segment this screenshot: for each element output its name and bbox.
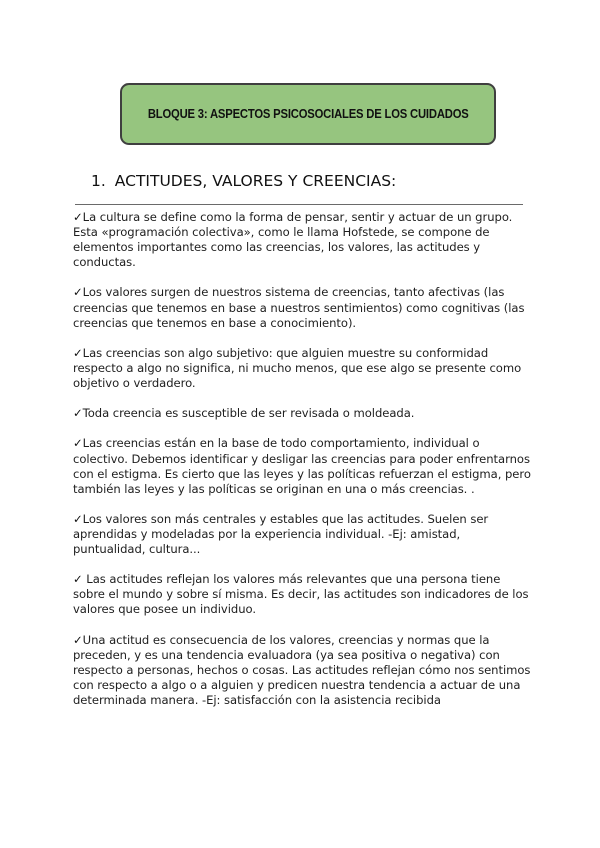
paragraph-text: Las creencias son algo subjetivo: que alguien muestre su conformidad respecto a algo no significa, ni mucho menos, que ese algo se presente como objetivo o verdadero. <box>73 345 522 391</box>
check-mark-icon: ✓ <box>73 210 83 224</box>
paragraph <box>73 512 535 557</box>
section-number: 1. <box>91 172 106 190</box>
check-mark-icon: ✓ <box>73 285 83 300</box>
check-mark-icon: ✓ <box>73 511 83 526</box>
check-mark-icon: ✓ <box>73 406 83 421</box>
paragraph <box>73 346 535 391</box>
check-mark-icon: ✓ <box>73 572 83 587</box>
section-heading <box>91 172 396 190</box>
paragraph-text: Las creencias están en la base de todo comportamiento, individual o colectivo. Debemos identificar y desligar las creencias para poder enfrentarnos con el estigma. Es cierto que las leyes y las políticas refuerzan el estigma, pero también las leyes y las políticas se originan en una o más creencias. . <box>73 436 531 496</box>
check-mark-icon: ✓ <box>73 632 83 647</box>
paragraph-text: Toda creencia es susceptible de ser revisada o moldeada. <box>82 406 415 421</box>
paragraph <box>73 210 535 270</box>
paragraph <box>73 572 535 617</box>
check-mark-icon: ✓ <box>73 345 83 360</box>
paragraph-text: Los valores son más centrales y estables que las actitudes. Suelen ser aprendidas y modeladas por la experiencia individual. -Ej: amistad, puntualidad, cultura... <box>73 511 489 557</box>
section-title: ACTITUDES, VALORES Y CREENCIAS: <box>114 172 397 190</box>
paragraph-text: Los valores surgen de nuestros sistema de creencias, tanto afectivas (las creencias que tenemos en base a nuestros sentimientos) como cognitivas (las creencias que tenemos en base a conocimiento). <box>73 285 525 330</box>
body-text <box>73 210 535 723</box>
paragraph-text: La cultura se define como la forma de pensar, sentir y actuar de un grupo. Esta «programación colectiva», como le llama Hofstede, se compone de elementos importantes como las creencias, los valores, las actitudes y conductas. <box>73 210 513 270</box>
paragraph <box>73 633 535 708</box>
paragraph <box>73 285 535 330</box>
section-divider <box>75 204 523 205</box>
paragraph <box>73 406 535 421</box>
paragraph <box>73 436 535 496</box>
block-title-banner <box>120 83 496 145</box>
check-mark-icon: ✓ <box>73 436 83 451</box>
paragraph-text: Las actitudes reflejan los valores más relevantes que una persona tiene sobre el mundo y sobre sí misma. Es decir, las actitudes son indicadores de los valores que posee un individuo. <box>73 572 529 617</box>
block-title: BLOQUE 3: ASPECTOS PSICOSOCIALES DE LOS CUIDADOS <box>147 107 469 121</box>
paragraph-text: Una actitud es consecuencia de los valores, creencias y normas que la preceden, y es una tendencia evaluadora (ya sea positiva o negativa) con respecto a personas, hechos o cosas. Las actitudes reflejan cómo nos sentimos con respecto a algo o a alguien y predicen nuestra tendencia a actuar de una determinada manera. -Ej: satisfacción con la asistencia recibida <box>73 632 531 707</box>
